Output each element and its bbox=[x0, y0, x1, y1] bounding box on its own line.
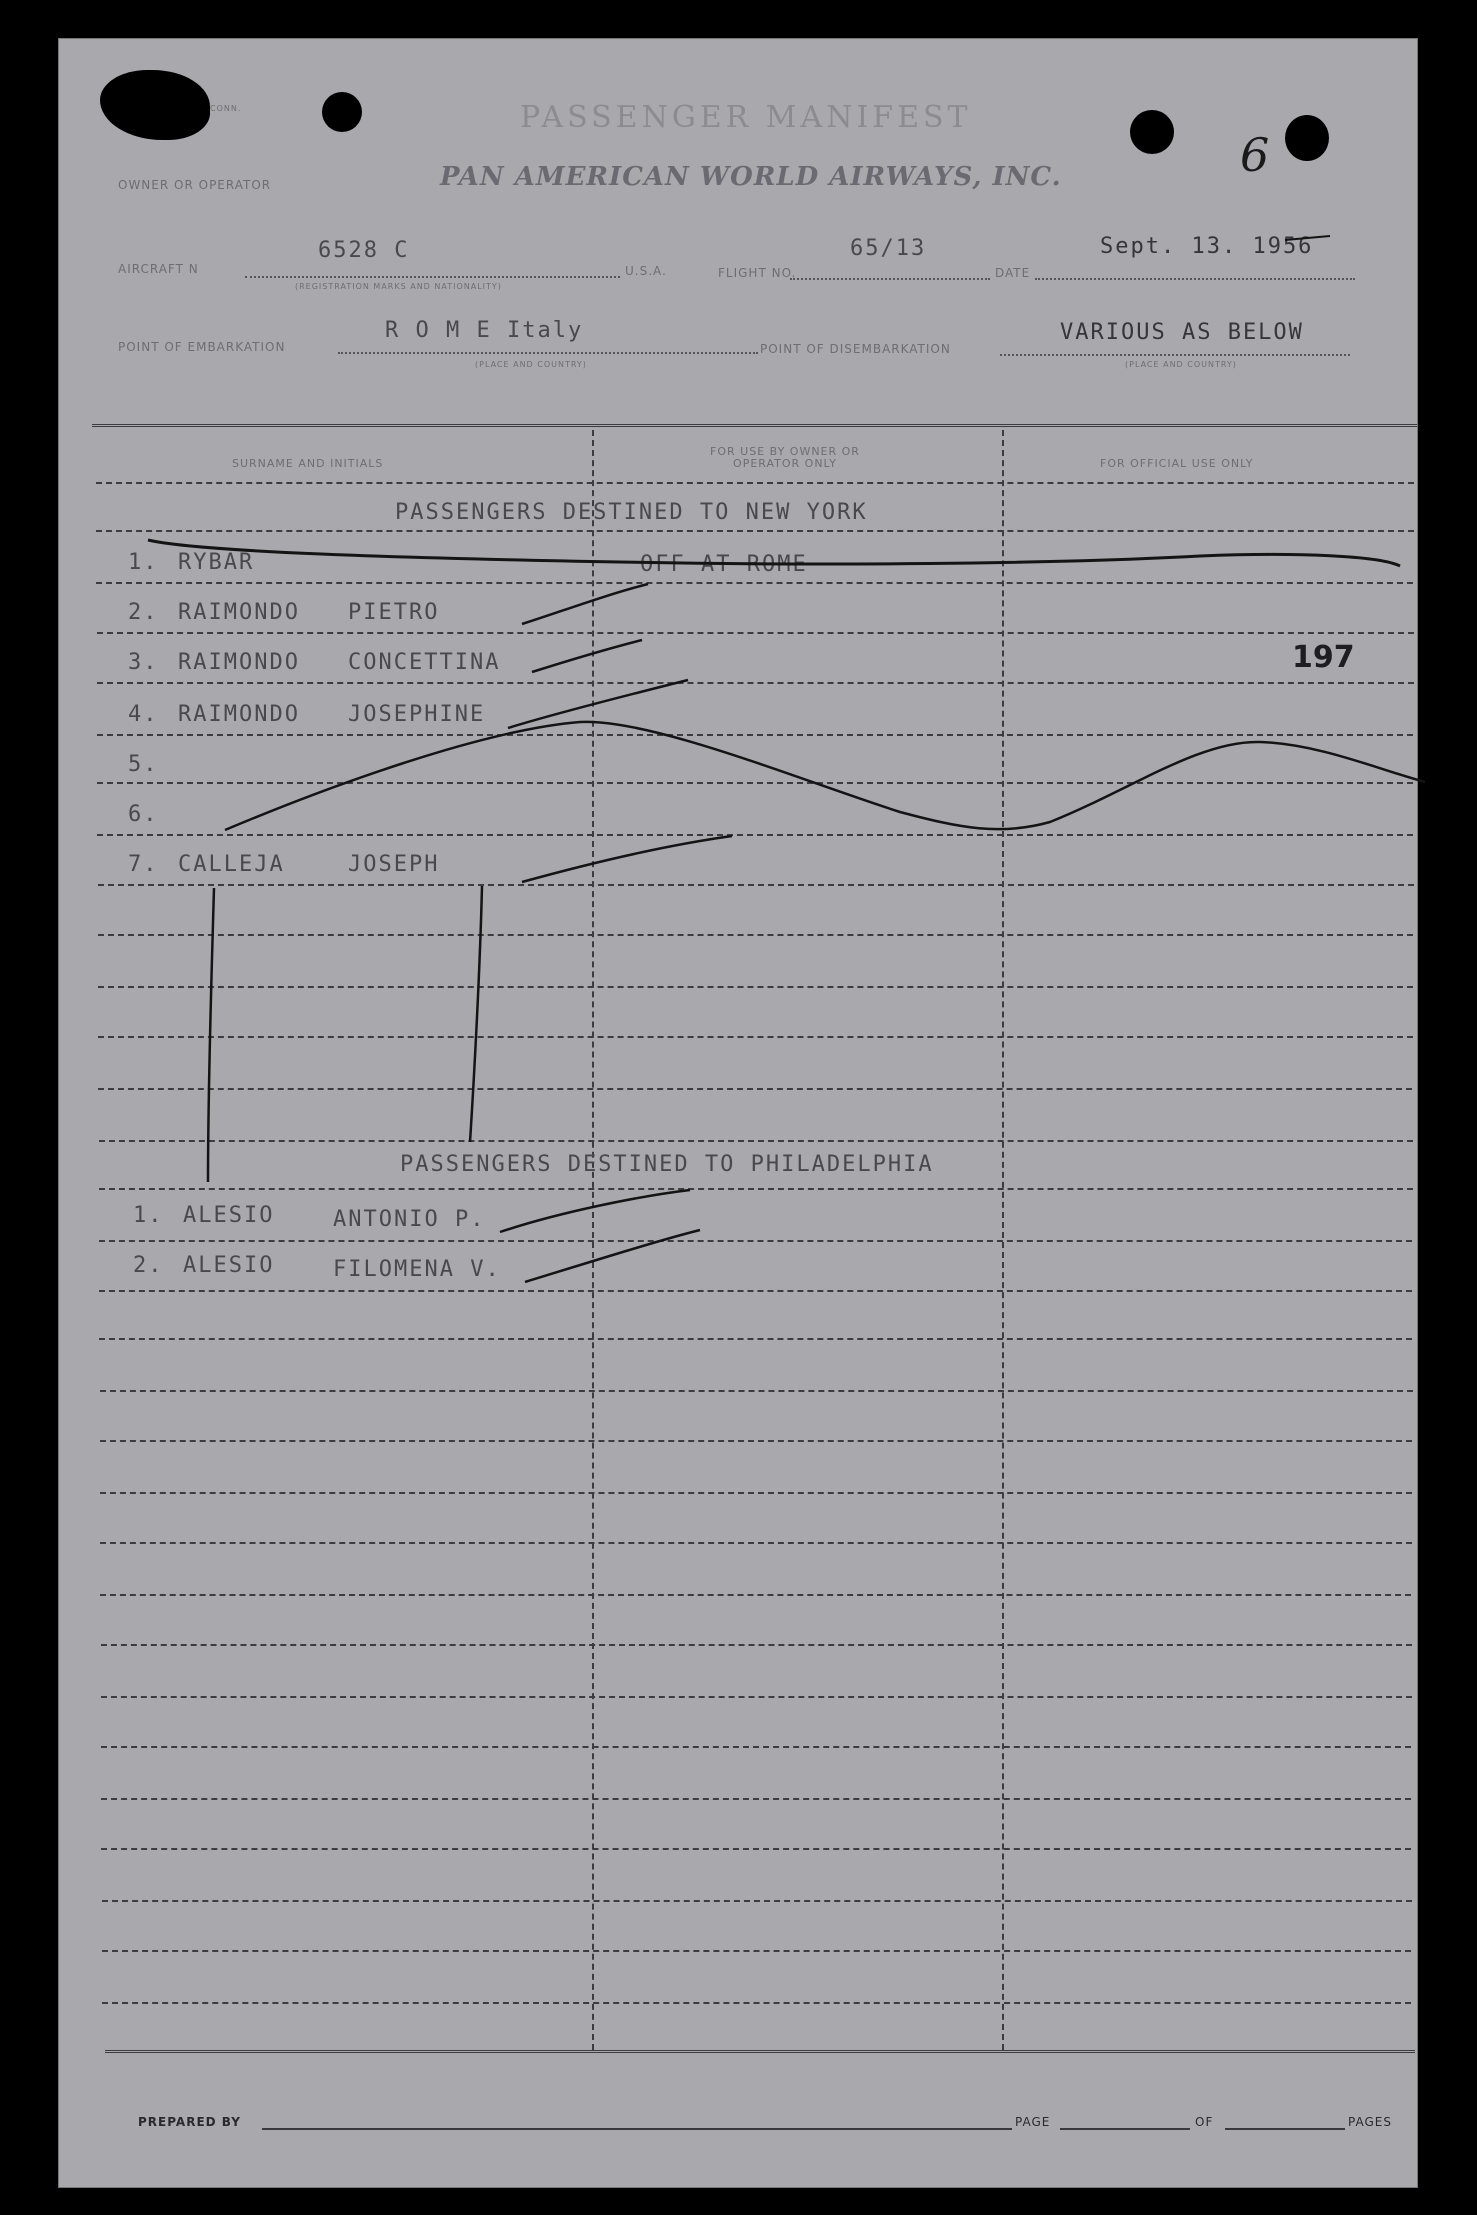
form-title: PASSENGER MANIFEST bbox=[520, 100, 972, 135]
passenger-surname: CALLEJA bbox=[178, 852, 285, 877]
section-heading-philadelphia: PASSENGERS DESTINED TO PHILADELPHIA bbox=[400, 1152, 934, 1177]
carrier-name: PAN AMERICAN WORLD AIRWAYS, INC. bbox=[440, 162, 1062, 192]
passenger-number: 4. bbox=[128, 702, 159, 727]
strike-through-rybar bbox=[148, 540, 1400, 566]
embarkation-value: R O M E Italy bbox=[385, 318, 584, 343]
disembark-place-sublabel: (PLACE AND COUNTRY) bbox=[1125, 360, 1237, 369]
aircraft-label: AIRCRAFT N bbox=[118, 262, 199, 276]
passenger-number: 2. bbox=[133, 1253, 164, 1278]
passenger-number: 6. bbox=[128, 802, 159, 827]
usa-label: U.S.A. bbox=[625, 264, 667, 278]
passenger-surname: ALESIO bbox=[183, 1203, 275, 1228]
handwritten-page-number: 6 bbox=[1240, 128, 1270, 182]
stamp-number: 197 bbox=[1292, 640, 1355, 675]
check-mark-calleja bbox=[522, 836, 732, 882]
section-heading-new-york: PASSENGERS DESTINED TO NEW YORK bbox=[395, 500, 868, 525]
check-mark-pietro bbox=[522, 584, 648, 624]
embarkation-label: POINT OF EMBARKATION bbox=[118, 340, 286, 354]
date-overwrite-mark bbox=[1285, 236, 1330, 240]
passenger-given-name: JOSEPHINE bbox=[348, 702, 486, 727]
passenger-number: 2. bbox=[128, 600, 159, 625]
check-mark-josephine bbox=[508, 680, 688, 728]
column-header-official: FOR OFFICIAL USE ONLY bbox=[1100, 457, 1254, 470]
aircraft-sublabel: (REGISTRATION MARKS AND NATIONALITY) bbox=[295, 282, 502, 291]
passenger-given-name: JOSEPH bbox=[348, 852, 440, 877]
passenger-number: 1. bbox=[128, 550, 159, 575]
bracket-right bbox=[470, 886, 482, 1142]
flight-label: FLIGHT NO. bbox=[718, 266, 797, 280]
passenger-number: 5. bbox=[128, 752, 159, 777]
passenger-given-name: CONCETTINA bbox=[348, 650, 501, 675]
passenger-surname: RAIMONDO bbox=[178, 600, 300, 625]
passenger-note: OFF AT ROME bbox=[640, 552, 808, 577]
check-mark-antonio bbox=[500, 1190, 690, 1232]
passenger-surname: RYBAR bbox=[178, 550, 255, 575]
passenger-given-name: PIETRO bbox=[348, 600, 440, 625]
disembarkation-value: VARIOUS AS BELOW bbox=[1060, 320, 1304, 345]
bracket-left bbox=[208, 888, 214, 1182]
prepared-by-label: PREPARED BY bbox=[138, 2115, 241, 2129]
aircraft-number: 6528 C bbox=[318, 238, 410, 263]
column-header-owner: FOR USE BY OWNER OR OPERATOR ONLY bbox=[710, 445, 860, 470]
check-mark-filomena bbox=[525, 1230, 700, 1282]
disembarkation-label: POINT OF DISEMBARKATION bbox=[760, 342, 951, 356]
embark-place-sublabel: (PLACE AND COUNTRY) bbox=[475, 360, 587, 369]
void-wave-lines-5-6 bbox=[225, 722, 1425, 830]
passenger-number: 3. bbox=[128, 650, 159, 675]
passenger-given-name: FILOMENA V. bbox=[333, 1257, 501, 1282]
owner-label: OWNER OR OPERATOR bbox=[118, 178, 272, 192]
corner-code: CONN. bbox=[210, 104, 242, 113]
passenger-number: 7. bbox=[128, 852, 159, 877]
of-label: OF bbox=[1195, 2115, 1214, 2129]
page-label: PAGE bbox=[1015, 2115, 1051, 2129]
date-label: DATE bbox=[995, 266, 1031, 280]
passenger-given-name: ANTONIO P. bbox=[333, 1207, 486, 1232]
pages-label: PAGES bbox=[1348, 2115, 1392, 2129]
flight-number: 65/13 bbox=[850, 236, 927, 261]
column-header-names: SURNAME AND INITIALS bbox=[232, 457, 384, 470]
date-value: Sept. 13. 1956 bbox=[1100, 234, 1314, 259]
passenger-surname: ALESIO bbox=[183, 1253, 275, 1278]
passenger-surname: RAIMONDO bbox=[178, 702, 300, 727]
passenger-number: 1. bbox=[133, 1203, 164, 1228]
passenger-surname: RAIMONDO bbox=[178, 650, 300, 675]
check-mark-concettina bbox=[532, 640, 642, 672]
